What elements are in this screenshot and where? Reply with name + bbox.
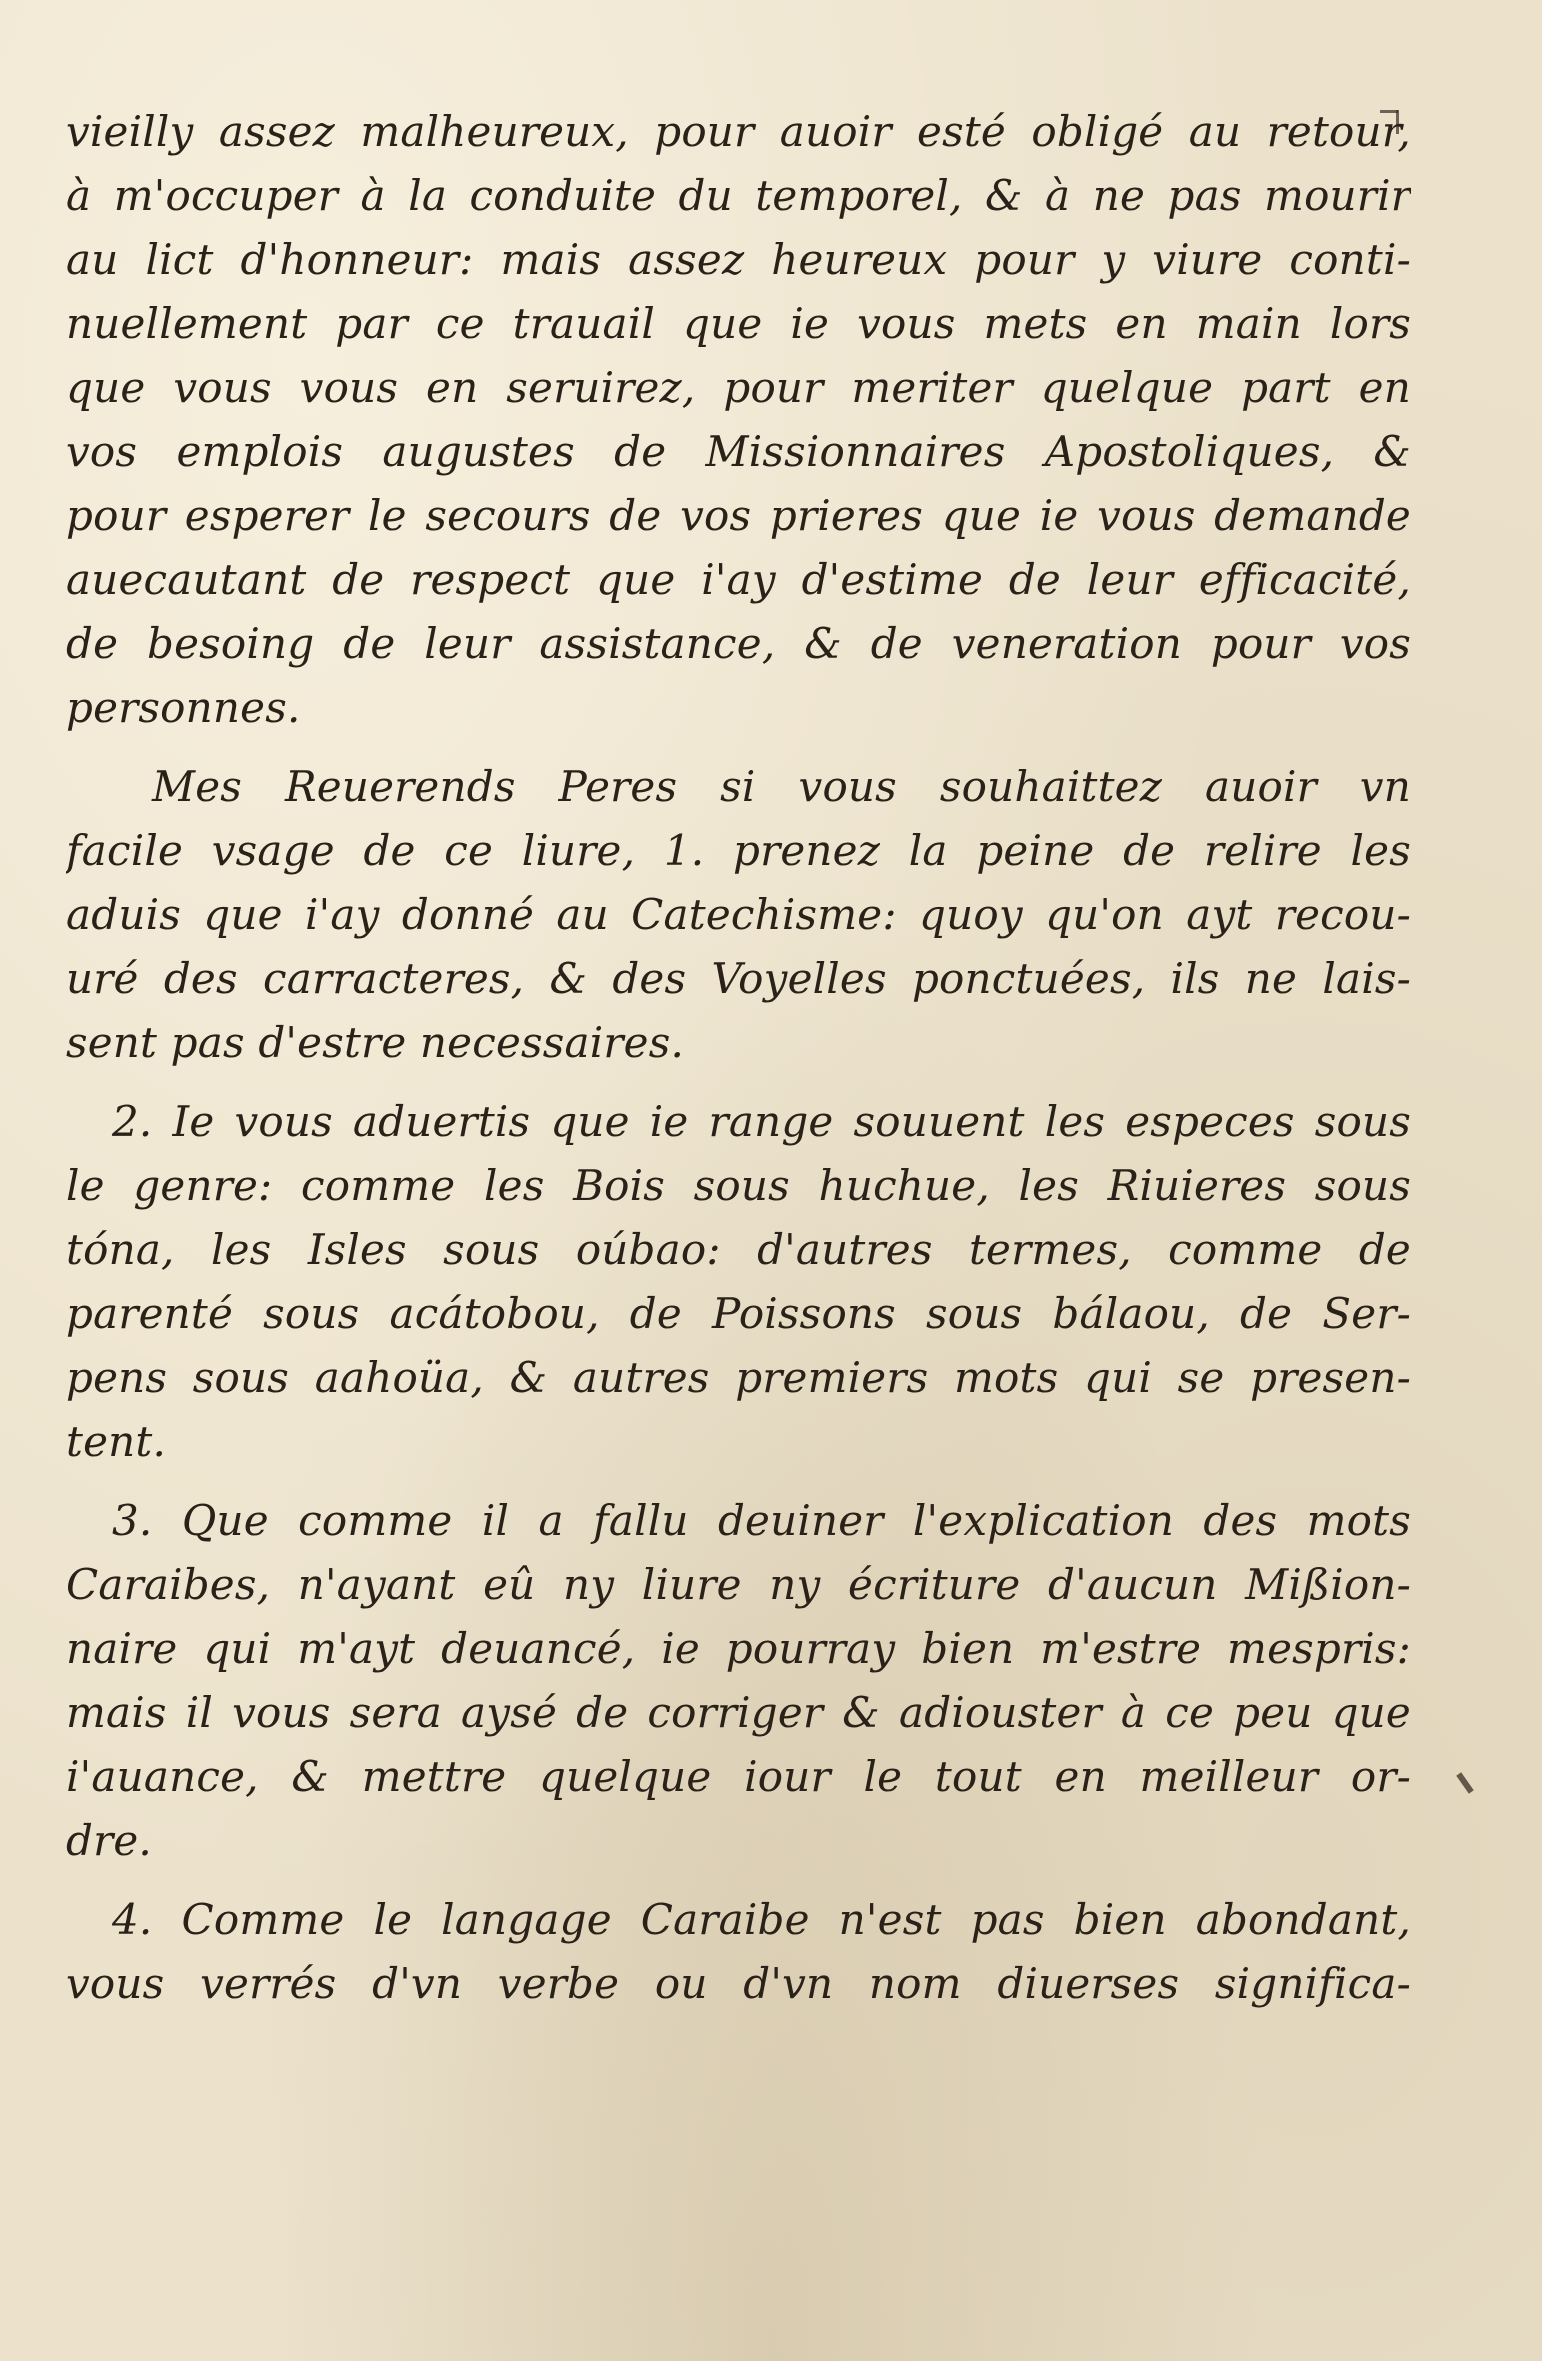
text-line: aduis que i'ay donné au Catechisme: quoy qu'on ayt recou-	[66, 890, 1411, 939]
numbered-item-line: 4. Comme le langage Caraibe n'est pas bien abondant,	[112, 1895, 1411, 1944]
paragraph-start-line: Mes Reuerends Peres si vous souhaittez auoir vn	[152, 762, 1411, 811]
ink-speck	[1456, 1772, 1474, 1793]
numbered-item-line: 2. Ie vous aduertis que ie range souuent les especes sous	[112, 1097, 1411, 1146]
text-line: pens sous aahoüa, & autres premiers mots qui se presen-	[66, 1353, 1411, 1402]
text-line: Caraibes, n'ayant eû ny liure ny écriture d'aucun Mißion-	[66, 1560, 1411, 1609]
text-line: facile vsage de ce liure, 1. prenez la peine de relire les	[66, 826, 1411, 875]
text-line: nuellement par ce trauail que ie vous mets en main lors	[66, 299, 1411, 348]
text-line: que vous vous en seruirez, pour meriter quelque part en	[66, 363, 1411, 412]
numbered-item-line: 3. Que comme il a fallu deuiner l'explication des mots	[112, 1496, 1411, 1545]
text-line: tóna, les Isles sous oúbao: d'autres termes, comme de	[66, 1225, 1411, 1274]
text-line: de besoing de leur assistance, & de veneration pour vos	[66, 619, 1411, 668]
text-line: vieilly assez malheureux, pour auoir esté obligé au retour,	[66, 107, 1411, 156]
text-line: au lict d'honneur: mais assez heureux pour y viure conti-	[66, 235, 1411, 284]
text-line: naire qui m'ayt deuancé, ie pourray bien m'estre mespris:	[66, 1624, 1411, 1673]
text-line: uré des carracteres, & des Voyelles ponctuées, ils ne lais-	[66, 954, 1411, 1003]
text-line: vous verrés d'vn verbe ou d'vn nom diuerses significa-	[66, 1959, 1411, 2008]
text-line: mais il vous sera aysé de corriger & adiouster à ce peu que	[66, 1688, 1411, 1737]
text-line: personnes.	[66, 683, 301, 732]
text-line: i'auance, & mettre quelque iour le tout en meilleur or-	[66, 1752, 1411, 1801]
text-line: auecautant de respect que i'ay d'estime de leur efficacité,	[66, 555, 1411, 604]
text-line: pour esperer le secours de vos prieres que ie vous demande	[66, 491, 1411, 540]
text-line: tent.	[66, 1417, 167, 1466]
text-line: parenté sous acátobou, de Poissons sous bálaou, de Ser-	[66, 1289, 1411, 1338]
body-text	[66, 100, 1411, 2030]
text-line: sent pas d'estre necessaires.	[66, 1018, 685, 1067]
text-line: vos emplois augustes de Missionnaires Apostoliques, &	[66, 427, 1411, 476]
text-line: dre.	[66, 1816, 152, 1865]
text-line: à m'occuper à la conduite du temporel, & à ne pas mourir	[66, 171, 1411, 220]
text-line: le genre: comme les Bois sous huchue, les Riuieres sous	[66, 1161, 1411, 1210]
